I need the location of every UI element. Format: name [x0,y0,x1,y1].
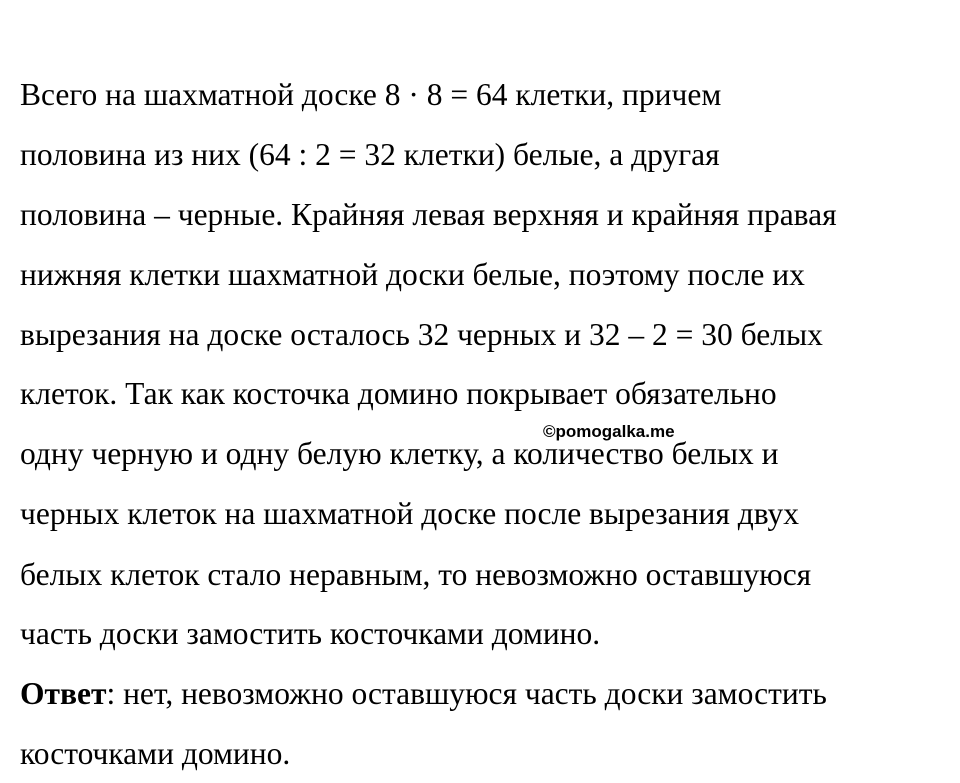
solution-line: одну черную и одну белую клетку, а количество белых и [20,436,779,471]
answer-label: Ответ [20,676,107,711]
answer-text: : нет, невозможно оставшуюся часть доски замостить [106,676,827,711]
solution-line: Всего на шахматной доске 8 · 8 = 64 клетки, причем [20,77,722,112]
solution-line: нижняя клетки шахматной доски белые, поэтому после их [20,257,805,292]
solution-line: половина – черные. Крайняя левая верхняя и крайняя правая [20,197,837,232]
solution-line: черных клеток на шахматной доске после вырезания двух [20,496,800,531]
solution-line: половина из них (64 : 2 = 32 клетки) белые, а другая [20,137,720,172]
solution-line: клеток. Так как косточка домино покрывает обязательно [20,376,777,411]
watermark: ©pomogalka.me [543,422,675,441]
solution-line: часть доски замостить косточками домино. [20,616,601,651]
solution-line: вырезания на доске осталось 32 черных и 32 – 2 = 30 белых [20,317,823,352]
answer-line [20,674,827,714]
solution-line: белых клеток стало неравным, то невозможно оставшуюся [20,557,812,592]
answer-line-continued: косточками домино. [20,736,291,771]
